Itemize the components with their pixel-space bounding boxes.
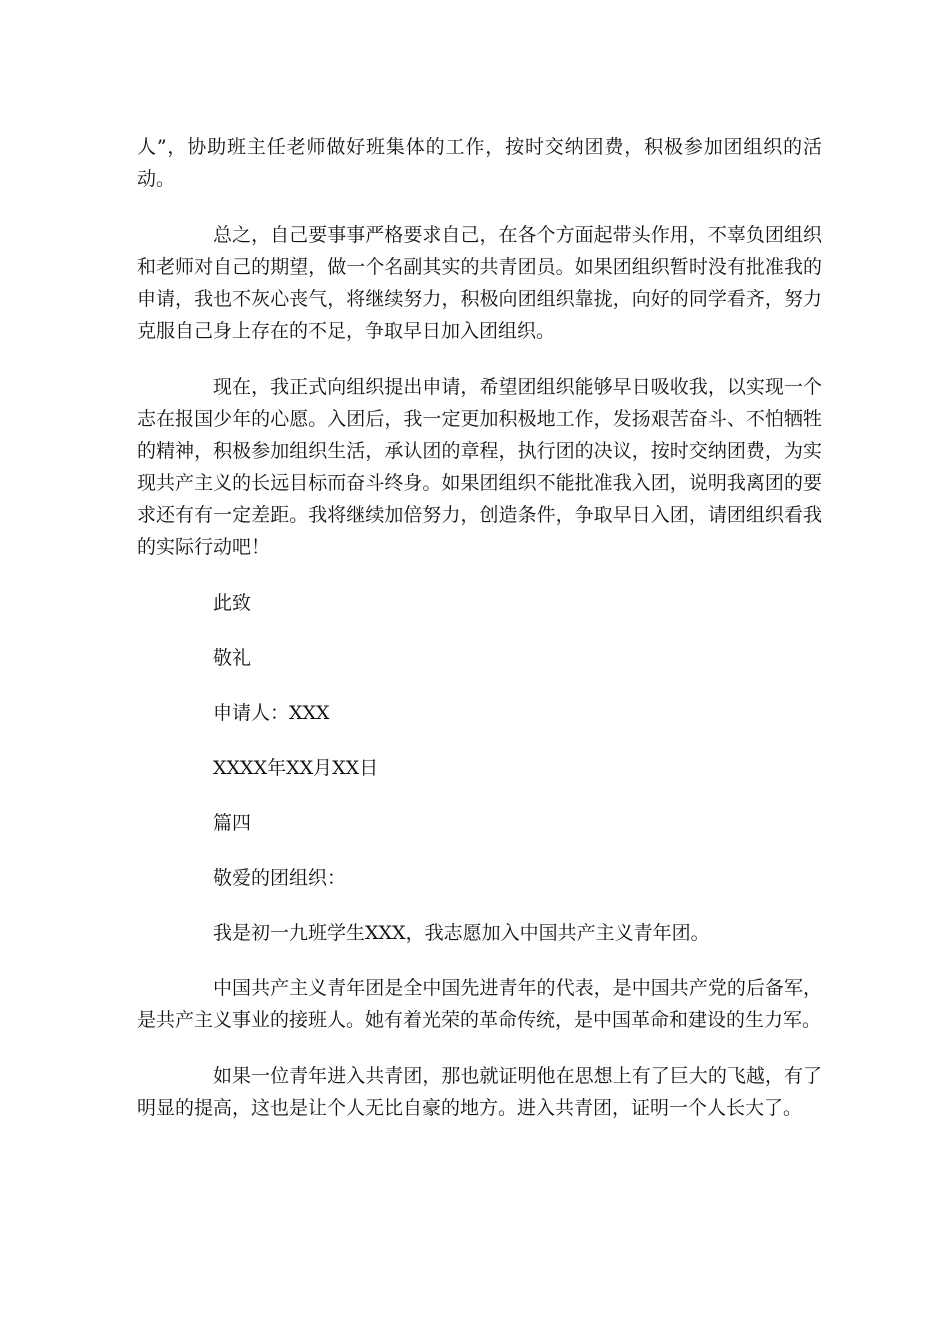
- paragraph-league-description: 中国共产主义青年团是全中国先进青年的代表，是中国共产党的后备军，是共产主义事业的接班人。她有着光荣的革命传统，是中国革命和建设的生力军。: [137, 977, 822, 1031]
- greeting-text: 敬爱的团组织：: [213, 867, 347, 889]
- section-heading: 篇四: [213, 812, 252, 834]
- paragraph-continuation: 人”，协助班主任老师做好班集体的工作，按时交纳团费，积极参加团组织的活动。: [137, 136, 822, 190]
- applicant-signature: 申请人：XXX: [213, 702, 330, 724]
- document-body: [137, 131, 822, 1148]
- closing-text: 此致: [213, 592, 252, 614]
- paragraph-application: 现在，我正式向组织提出申请，希望团组织能够早日吸收我，以实现一个志在报国少年的心愿。入团后，我一定更加积极地工作，发扬艰苦奋斗、不怕牺牲的精神，积极参加组织生活，承认团的章程，执行团的决议，按时交纳团费，为实现共产主义的长远目标而奋斗终身。如果团组织不能批准我入团，说明我离团的要求还有有一定差距。我将继续加倍努力，创造条件，争取早日入团，请团组织看我的实际行动吧！: [137, 376, 822, 558]
- date-text: XXXX年XX月XX日: [213, 757, 379, 779]
- paragraph-joining-meaning: 如果一位青年进入共青团，那也就证明他在思想上有了巨大的飞越，有了明显的提高，这也是让个人无比自豪的地方。进入共青团，证明一个人长大了。: [137, 1065, 822, 1119]
- intro-text: 我是初一九班学生XXX，我志愿加入中国共产主义青年团。: [213, 922, 710, 944]
- salute-text: 敬礼: [213, 647, 252, 669]
- paragraph-summary: 总之，自己要事事严格要求自己，在各个方面起带头作用，不辜负团组织和老师对自己的期望，做一个名副其实的共青团员。如果团组织暂时没有批准我的申请，我也不灰心丧气，将继续努力，积极向团组织靠拢，向好的同学看齐，努力克服自己身上存在的不足，争取早日加入团组织。: [137, 224, 822, 342]
